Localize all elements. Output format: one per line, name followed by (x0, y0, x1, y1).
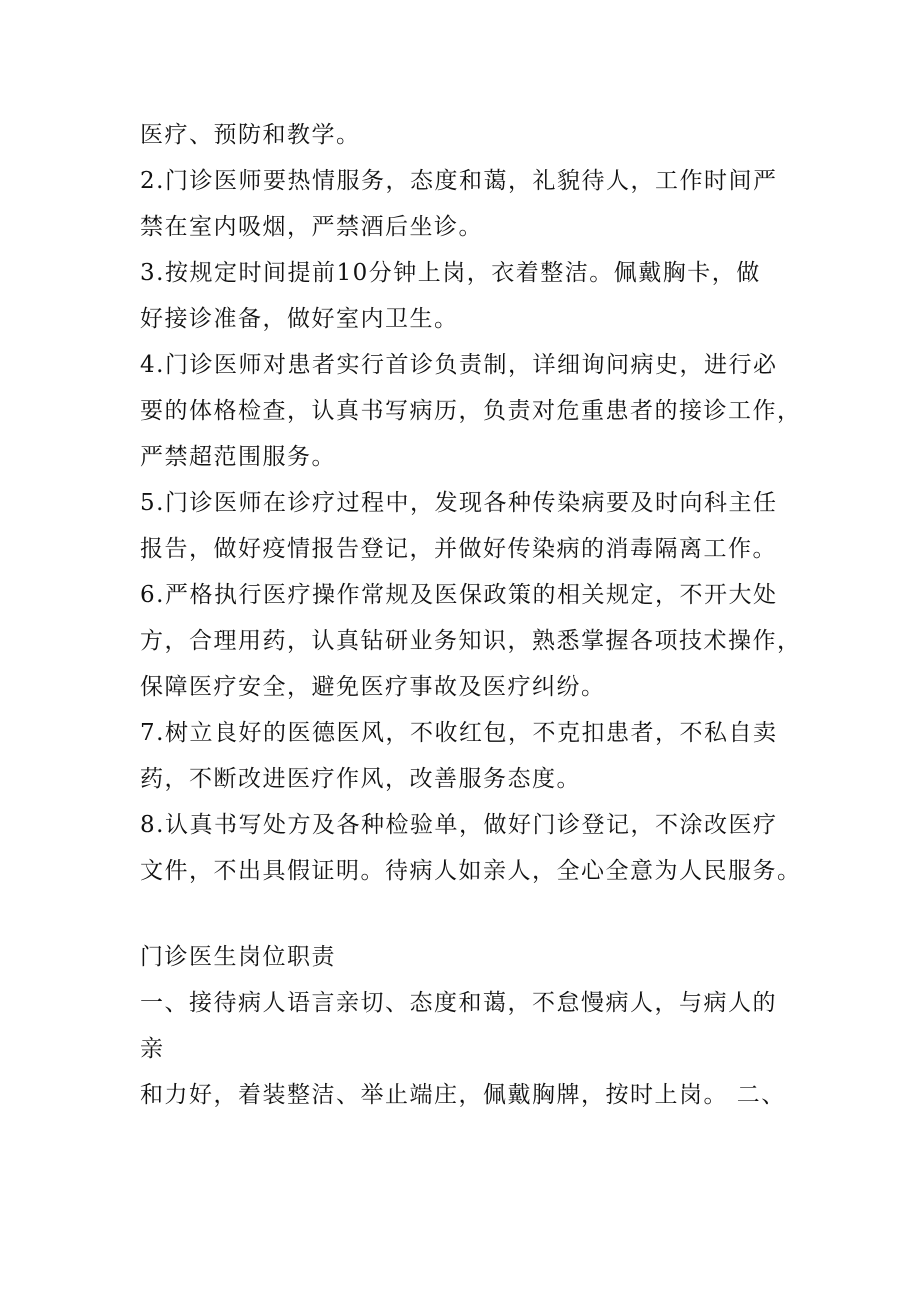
item-2-line-2: 禁在室内吸烟，严禁酒后坐诊。 (140, 214, 483, 240)
item-6-line-2: 方，合理用药，认真钻研业务知识，熟悉掌握各项技术操作， (140, 628, 802, 654)
item-3-line-2: 好接诊准备，做好室内卫生。 (140, 306, 459, 332)
item-4-line-2: 要的体格检查，认真书写病历，负责对危重患者的接诊工作， (140, 398, 802, 424)
section-line-1: 一、接待病人语言亲切、态度和蔼，不怠慢病人，与病人的 (140, 990, 777, 1016)
section-spacer (140, 894, 800, 934)
item-8-line-2: 文件，不出具假证明。待病人如亲人，全心全意为人民服务。 (140, 858, 802, 884)
item-3-line-1: 3.按规定时间提前10分钟上岗，衣着整洁。佩戴胸卡，做 (140, 260, 761, 286)
section-line-2: 亲 (140, 1036, 165, 1062)
section-line-3: 和力好，着装整洁、举止端庄，佩戴胸牌，按时上岗。 二、 (140, 1082, 786, 1108)
item-7-line-1: 7.树立良好的医德医风，不收红包，不克扣患者，不私自卖 (140, 720, 778, 746)
item-7-line-2: 药，不断改进医疗作风，改善服务态度。 (140, 766, 581, 792)
item-6-line-1: 6.严格执行医疗操作常规及医保政策的相关规定，不开大处 (140, 582, 778, 608)
item-2-line-1: 2.门诊医师要热情服务，态度和蔼，礼貌待人，工作时间严 (140, 168, 778, 194)
paragraph-1-line-1: 医疗、预防和教学。 (140, 122, 361, 148)
item-5-line-1: 5.门诊医师在诊疗过程中，发现各种传染病要及时向科主任 (140, 490, 778, 516)
item-6-line-3: 保障医疗安全，避免医疗事故及医疗纠纷。 (140, 674, 606, 700)
item-4-line-3: 严禁超范围服务。 (140, 444, 336, 470)
document-body (140, 112, 800, 1118)
item-8-line-1: 8.认真书写处方及各种检验单，做好门诊登记，不涂改医疗 (140, 812, 778, 838)
item-4-line-1: 4.门诊医师对患者实行首诊负责制，详细询问病史，进行必 (140, 352, 778, 378)
item-5-line-2: 报告，做好疫情报告登记，并做好传染病的消毒隔离工作。 (140, 536, 777, 562)
section-title: 门诊医生岗位职责 (140, 944, 336, 970)
